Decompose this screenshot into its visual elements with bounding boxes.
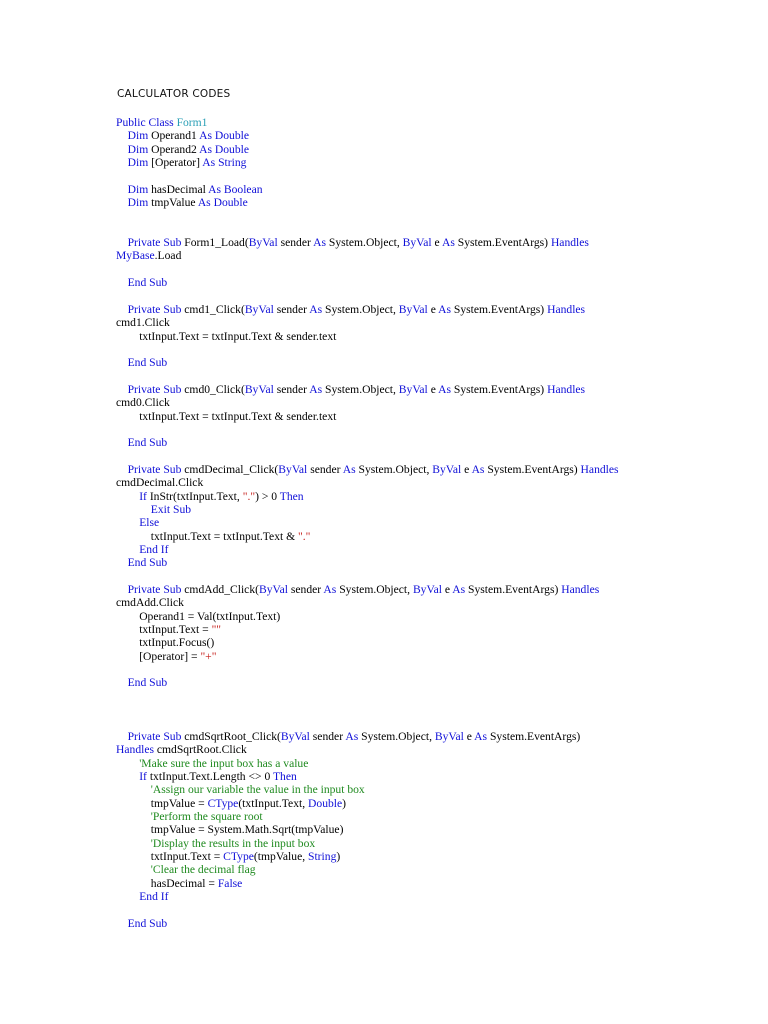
code-token: System.EventArgs) bbox=[453, 302, 548, 316]
code-token: cmd1_Click( bbox=[184, 302, 245, 316]
code-token bbox=[116, 356, 128, 369]
keyword-token: ByVal bbox=[398, 302, 431, 316]
keyword-token: String bbox=[308, 849, 337, 863]
keyword-token: CType bbox=[223, 849, 254, 863]
keyword-token: End Sub bbox=[127, 676, 168, 690]
code-token: hasDecimal bbox=[151, 182, 209, 196]
code-line bbox=[116, 356, 619, 369]
code-token: ) bbox=[342, 796, 347, 810]
code-line bbox=[116, 583, 619, 596]
keyword-token: ByVal bbox=[248, 236, 281, 250]
keyword-token: ByVal bbox=[244, 382, 277, 396]
code-token: System.Object, bbox=[325, 302, 399, 316]
string-token: "" bbox=[211, 623, 222, 637]
keyword-token: Double bbox=[308, 796, 343, 810]
code-token bbox=[116, 837, 151, 850]
code-token bbox=[116, 676, 128, 689]
code-token bbox=[116, 183, 128, 196]
blank-line bbox=[116, 570, 619, 583]
keyword-token: Handles bbox=[116, 743, 157, 757]
code-token bbox=[116, 156, 128, 169]
code-token: System.Object, bbox=[361, 729, 435, 743]
code-line bbox=[116, 396, 619, 409]
comment-token: 'Perform the square root bbox=[150, 809, 263, 823]
keyword-token: Dim bbox=[127, 156, 152, 170]
keyword-token: End Sub bbox=[127, 276, 168, 290]
comment-token: 'Clear the decimal flag bbox=[150, 863, 256, 877]
keyword-token: ByVal bbox=[278, 462, 311, 476]
keyword-token: Then bbox=[279, 489, 304, 503]
blank-line bbox=[116, 423, 619, 436]
code-line bbox=[116, 303, 619, 316]
code-token: cmdDecimal.Click bbox=[116, 476, 204, 490]
blank-line bbox=[116, 209, 619, 222]
keyword-token: As Double bbox=[197, 196, 248, 210]
code-line bbox=[116, 436, 619, 449]
blank-line bbox=[116, 169, 619, 182]
code-token bbox=[116, 129, 128, 142]
keyword-token: If bbox=[139, 489, 150, 503]
keyword-token: Dim bbox=[127, 142, 152, 156]
code-token: System.EventArgs) bbox=[468, 583, 562, 597]
keyword-token: Private Sub bbox=[127, 729, 185, 743]
keyword-token: Private Sub bbox=[127, 302, 185, 316]
code-line bbox=[116, 890, 619, 903]
code-token bbox=[116, 276, 128, 289]
keyword-token: End Sub bbox=[127, 916, 168, 930]
code-token bbox=[116, 917, 128, 930]
blank-line bbox=[116, 903, 619, 916]
keyword-token: End Sub bbox=[127, 436, 168, 450]
code-token bbox=[116, 383, 128, 396]
code-token: sender bbox=[276, 382, 310, 396]
code-line bbox=[116, 490, 619, 503]
code-line bbox=[116, 410, 619, 423]
code-token: (txtInput.Text, bbox=[238, 796, 309, 810]
comment-token: 'Display the results in the input box bbox=[150, 836, 316, 850]
code-token: cmdAdd.Click bbox=[116, 596, 184, 610]
code-listing bbox=[116, 116, 619, 930]
comment-token: 'Make sure the input box has a value bbox=[139, 756, 309, 770]
code-line bbox=[116, 850, 619, 863]
blank-line bbox=[116, 716, 619, 729]
blank-line bbox=[116, 370, 619, 383]
keyword-token: Handles bbox=[550, 236, 589, 250]
keyword-token: As bbox=[471, 462, 488, 476]
code-token bbox=[116, 196, 128, 209]
code-token bbox=[116, 490, 139, 503]
code-token: cmd0_Click( bbox=[184, 382, 245, 396]
keyword-token: As bbox=[441, 236, 458, 250]
code-token bbox=[116, 303, 128, 316]
keyword-token: Handles bbox=[561, 583, 600, 597]
code-token: [Operator] bbox=[151, 156, 203, 170]
code-line bbox=[116, 770, 619, 783]
blank-line bbox=[116, 223, 619, 236]
keyword-token: Handles bbox=[547, 382, 586, 396]
code-line bbox=[116, 610, 619, 623]
code-token: tmpValue bbox=[151, 196, 198, 210]
code-line bbox=[116, 743, 619, 756]
keyword-token: End Sub bbox=[127, 356, 168, 370]
string-token: "." bbox=[242, 489, 256, 503]
code-token: tmpValue = bbox=[116, 796, 208, 810]
keyword-token: As bbox=[345, 729, 362, 743]
code-line bbox=[116, 196, 619, 209]
code-token: System.EventArgs) bbox=[457, 236, 551, 250]
code-line bbox=[116, 837, 619, 850]
keyword-token: ByVal bbox=[244, 302, 277, 316]
code-line bbox=[116, 276, 619, 289]
code-token: [Operator] = bbox=[116, 649, 201, 663]
code-token: e bbox=[430, 302, 439, 316]
code-token: sender bbox=[310, 462, 343, 476]
keyword-token: MyBase bbox=[116, 249, 155, 263]
code-token: System.Object, bbox=[339, 583, 413, 597]
keyword-token: Else bbox=[139, 516, 160, 530]
keyword-token: End Sub bbox=[127, 556, 168, 570]
code-line bbox=[116, 249, 619, 262]
code-token: txtInput.Text = txtInput.Text & sender.text bbox=[116, 329, 337, 343]
code-line bbox=[116, 156, 619, 169]
code-line bbox=[116, 676, 619, 689]
keyword-token: Private Sub bbox=[127, 382, 185, 396]
code-token: e bbox=[434, 236, 442, 250]
code-token: ) > 0 bbox=[255, 489, 280, 503]
keyword-token: As Boolean bbox=[208, 182, 263, 196]
keyword-token: Then bbox=[272, 769, 297, 783]
code-token: cmd1.Click bbox=[116, 316, 170, 330]
keyword-token: As String bbox=[202, 156, 247, 170]
code-token: txtInput.Text = txtInput.Text & bbox=[116, 529, 299, 543]
blank-line bbox=[116, 450, 619, 463]
code-token: System.Object, bbox=[358, 462, 433, 476]
type-token: Form1 bbox=[176, 116, 208, 129]
keyword-token: ByVal bbox=[402, 236, 435, 250]
code-token: Form1_Load( bbox=[184, 236, 249, 250]
code-line bbox=[116, 330, 619, 343]
code-token: cmdAdd_Click( bbox=[184, 583, 259, 597]
code-token: sender bbox=[276, 302, 310, 316]
code-token: sender bbox=[290, 583, 324, 597]
code-line bbox=[116, 810, 619, 823]
code-line bbox=[116, 730, 619, 743]
keyword-token: End If bbox=[139, 543, 169, 556]
keyword-token: False bbox=[217, 876, 243, 890]
code-line bbox=[116, 863, 619, 876]
comment-token: 'Assign our variable the value in the input box bbox=[150, 783, 365, 797]
keyword-token: If bbox=[139, 769, 150, 783]
code-token: e bbox=[430, 382, 439, 396]
code-token bbox=[116, 783, 151, 796]
blank-line bbox=[116, 663, 619, 676]
code-token bbox=[116, 543, 139, 556]
code-token bbox=[116, 730, 128, 743]
code-line bbox=[116, 503, 619, 516]
code-line bbox=[116, 143, 619, 156]
code-token bbox=[116, 770, 139, 783]
code-token: (tmpValue, bbox=[253, 849, 309, 863]
code-line bbox=[116, 116, 619, 129]
keyword-token: ByVal bbox=[398, 382, 431, 396]
code-token: ) bbox=[336, 849, 341, 863]
code-line bbox=[116, 543, 619, 556]
code-line bbox=[116, 757, 619, 770]
code-token: txtInput.Text = bbox=[116, 849, 224, 863]
code-token bbox=[116, 810, 151, 823]
keyword-token: Handles bbox=[547, 302, 586, 316]
code-token: hasDecimal = bbox=[116, 876, 218, 890]
code-token bbox=[116, 436, 128, 449]
keyword-token: As bbox=[342, 462, 359, 476]
keyword-token: Handles bbox=[580, 462, 619, 476]
code-line bbox=[116, 650, 619, 663]
blank-line bbox=[116, 343, 619, 356]
keyword-token: As bbox=[438, 302, 454, 316]
keyword-token: As bbox=[313, 236, 329, 250]
code-token: e bbox=[444, 583, 453, 597]
code-line bbox=[116, 316, 619, 329]
code-token: sender bbox=[312, 729, 346, 743]
code-token: System.EventArgs) bbox=[489, 729, 581, 743]
code-token: Operand1 = Val(txtInput.Text) bbox=[116, 609, 281, 623]
keyword-token: As bbox=[452, 583, 469, 597]
string-token: "." bbox=[298, 529, 311, 543]
keyword-token: Private Sub bbox=[127, 236, 185, 250]
code-line bbox=[116, 236, 619, 249]
code-line bbox=[116, 797, 619, 810]
code-token bbox=[116, 503, 151, 516]
keyword-token: Dim bbox=[127, 196, 152, 210]
blank-line bbox=[116, 690, 619, 703]
keyword-token: As bbox=[323, 583, 340, 597]
keyword-token: ByVal bbox=[258, 583, 291, 597]
code-token: System.EventArgs) bbox=[453, 382, 548, 396]
keyword-token: As bbox=[309, 302, 326, 316]
code-line bbox=[116, 463, 619, 476]
code-token: Operand2 bbox=[151, 142, 200, 156]
code-token: txtInput.Text = bbox=[116, 623, 212, 637]
code-token: cmdSqrtRoot.Click bbox=[156, 743, 247, 757]
code-token bbox=[116, 583, 128, 596]
keyword-token: ByVal bbox=[280, 729, 313, 743]
keyword-token: Public Class bbox=[116, 116, 177, 129]
keyword-token: Private Sub bbox=[127, 462, 185, 476]
code-line bbox=[116, 823, 619, 836]
keyword-token: Dim bbox=[127, 129, 152, 143]
string-token: "+" bbox=[200, 649, 217, 663]
code-token bbox=[116, 890, 139, 903]
code-token: Operand1 bbox=[151, 129, 200, 143]
keyword-token: As bbox=[309, 382, 326, 396]
code-line bbox=[116, 383, 619, 396]
code-line bbox=[116, 530, 619, 543]
blank-line bbox=[116, 289, 619, 302]
code-token: txtInput.Text.Length <> 0 bbox=[149, 769, 273, 783]
code-token: System.Object, bbox=[325, 382, 399, 396]
code-line bbox=[116, 183, 619, 196]
code-line bbox=[116, 129, 619, 142]
keyword-token: As bbox=[474, 729, 490, 743]
code-token: txtInput.Text = txtInput.Text & sender.text bbox=[116, 409, 337, 423]
code-token bbox=[116, 757, 139, 770]
code-token: System.EventArgs) bbox=[487, 462, 581, 476]
keyword-token: ByVal bbox=[434, 729, 467, 743]
code-token: txtInput.Focus() bbox=[116, 636, 215, 650]
keyword-token: CType bbox=[207, 796, 239, 810]
blank-line bbox=[116, 263, 619, 276]
keyword-token: ByVal bbox=[432, 462, 465, 476]
code-token: cmdDecimal_Click( bbox=[184, 462, 279, 476]
code-line bbox=[116, 783, 619, 796]
keyword-token: As Double bbox=[199, 142, 250, 156]
keyword-token: As Double bbox=[199, 129, 250, 143]
code-line bbox=[116, 877, 619, 890]
code-line bbox=[116, 516, 619, 529]
keyword-token: End If bbox=[139, 889, 169, 903]
keyword-token: Private Sub bbox=[127, 583, 185, 597]
document-title: CALCULATOR CODES bbox=[117, 88, 231, 100]
code-line bbox=[116, 636, 619, 649]
code-token: sender bbox=[280, 236, 314, 250]
code-token: e bbox=[464, 462, 472, 476]
code-token bbox=[116, 516, 139, 529]
code-token bbox=[116, 863, 151, 876]
keyword-token: As bbox=[438, 382, 454, 396]
keyword-token: ByVal bbox=[412, 583, 445, 597]
code-line bbox=[116, 596, 619, 609]
code-line bbox=[116, 556, 619, 569]
code-token: InStr(txtInput.Text, bbox=[149, 489, 243, 503]
code-token: tmpValue = System.Math.Sqrt(tmpValue) bbox=[116, 823, 344, 837]
keyword-token: Dim bbox=[127, 182, 152, 196]
code-token: cmd0.Click bbox=[116, 396, 170, 410]
code-token: .Load bbox=[154, 249, 182, 263]
code-token: cmdSqrtRoot_Click( bbox=[184, 729, 281, 743]
code-token: System.Object, bbox=[328, 236, 403, 250]
code-token: e bbox=[466, 729, 475, 743]
code-token bbox=[116, 143, 128, 156]
keyword-token: Exit Sub bbox=[150, 502, 192, 516]
code-line bbox=[116, 623, 619, 636]
code-line bbox=[116, 476, 619, 489]
code-token bbox=[116, 463, 128, 476]
blank-line bbox=[116, 703, 619, 716]
code-token bbox=[116, 556, 128, 569]
code-line bbox=[116, 917, 619, 930]
code-token bbox=[116, 236, 128, 249]
